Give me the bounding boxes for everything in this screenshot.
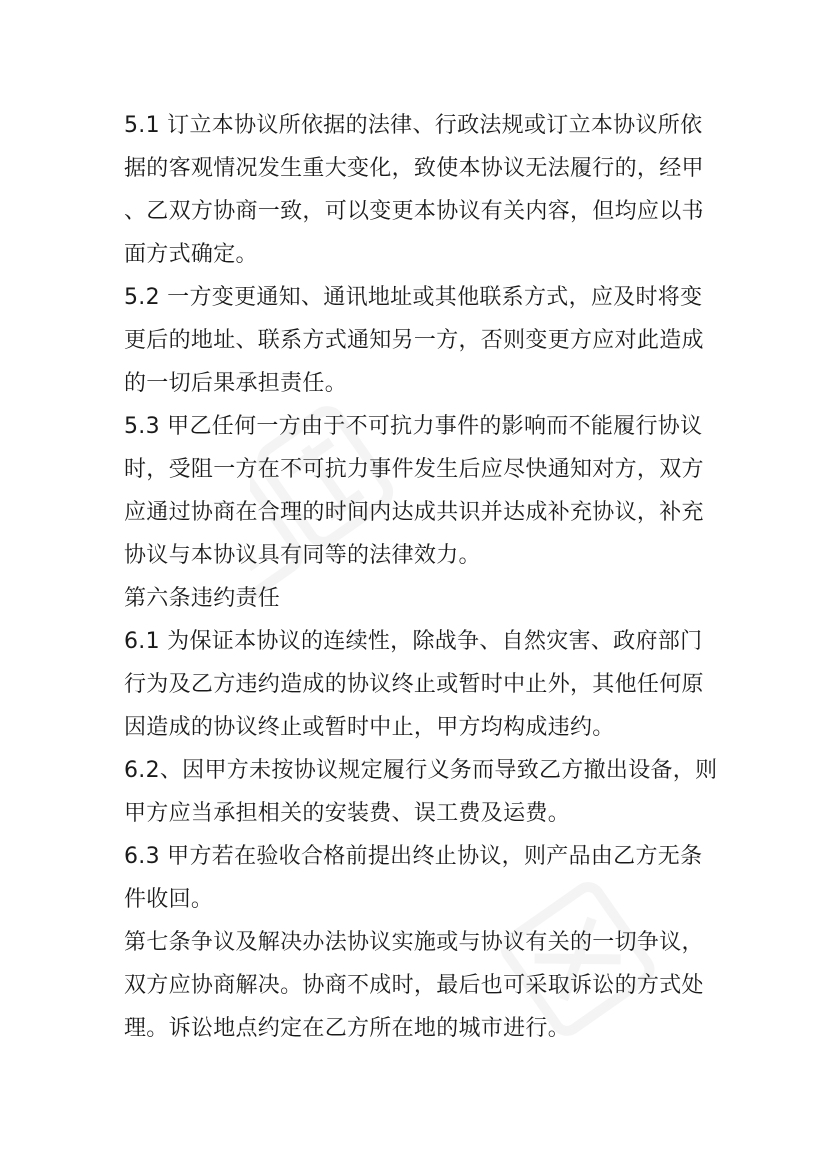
section-heading [124, 577, 714, 620]
text-line: 5.1 订立本协议所依据的法律、行政法规或订立本协议所依 [124, 113, 703, 138]
paragraph [124, 921, 714, 1050]
paragraph [124, 620, 714, 749]
text-line: 因造成的协议终止或暂时中止，甲方均构成违约。 [124, 715, 615, 740]
paragraph [124, 276, 714, 405]
text-line: 的一切后果承担责任。 [124, 371, 348, 396]
text-line: 第七条争议及解决办法协议实施或与协议有关的一切争议， [124, 930, 704, 955]
text-line: 6.1 为保证本协议的连续性，除战争、自然灾害、政府部门 [124, 629, 703, 654]
text-line: 时，受阻一方在不可抗力事件发生后应尽快通知对方，双方 [124, 457, 704, 482]
text-line: 5.3 甲乙任何一方由于不可抗力事件的影响而不能履行协议 [124, 414, 703, 439]
text-line: 更后的地址、联系方式通知另一方，否则变更方应对此造成 [124, 328, 704, 353]
text-line: 理。诉讼地点约定在乙方所在地的城市进行。 [124, 1016, 571, 1041]
text-line: 面方式确定。 [124, 242, 258, 267]
paragraph [124, 749, 718, 835]
text-line: 据的客观情况发生重大变化，致使本协议无法履行的，经甲 [124, 156, 704, 181]
text-line: 5.2 一方变更通知、通讯地址或其他联系方式，应及时将变 [124, 285, 703, 310]
paragraph [124, 835, 714, 921]
text-line: 行为及乙方违约造成的协议终止或暂时中止外，其他任何原 [124, 672, 704, 697]
text-line: 、乙双方协商一致，可以变更本协议有关内容，但均应以书 [124, 199, 704, 224]
text-line: 双方应协商解决。协商不成时，最后也可采取诉讼的方式处 [124, 973, 704, 998]
paragraph [124, 104, 714, 276]
paragraph [124, 405, 714, 577]
text-line: 第六条违约责任 [124, 586, 281, 611]
text-line: 6.2、因甲方未按协议规定履行义务而导致乙方撤出设备，则 [124, 758, 718, 783]
text-line: 协议与本协议具有同等的法律效力。 [124, 543, 481, 568]
document-body [124, 104, 718, 1050]
text-line: 件收回。 [124, 887, 214, 912]
text-line: 应通过协商在合理的时间内达成共识并达成补充协议，补充 [124, 500, 704, 525]
text-line: 6.3 甲方若在验收合格前提出终止协议，则产品由乙方无条 [124, 844, 703, 869]
text-line: 甲方应当承担相关的安装费、误工费及运费。 [124, 801, 571, 826]
